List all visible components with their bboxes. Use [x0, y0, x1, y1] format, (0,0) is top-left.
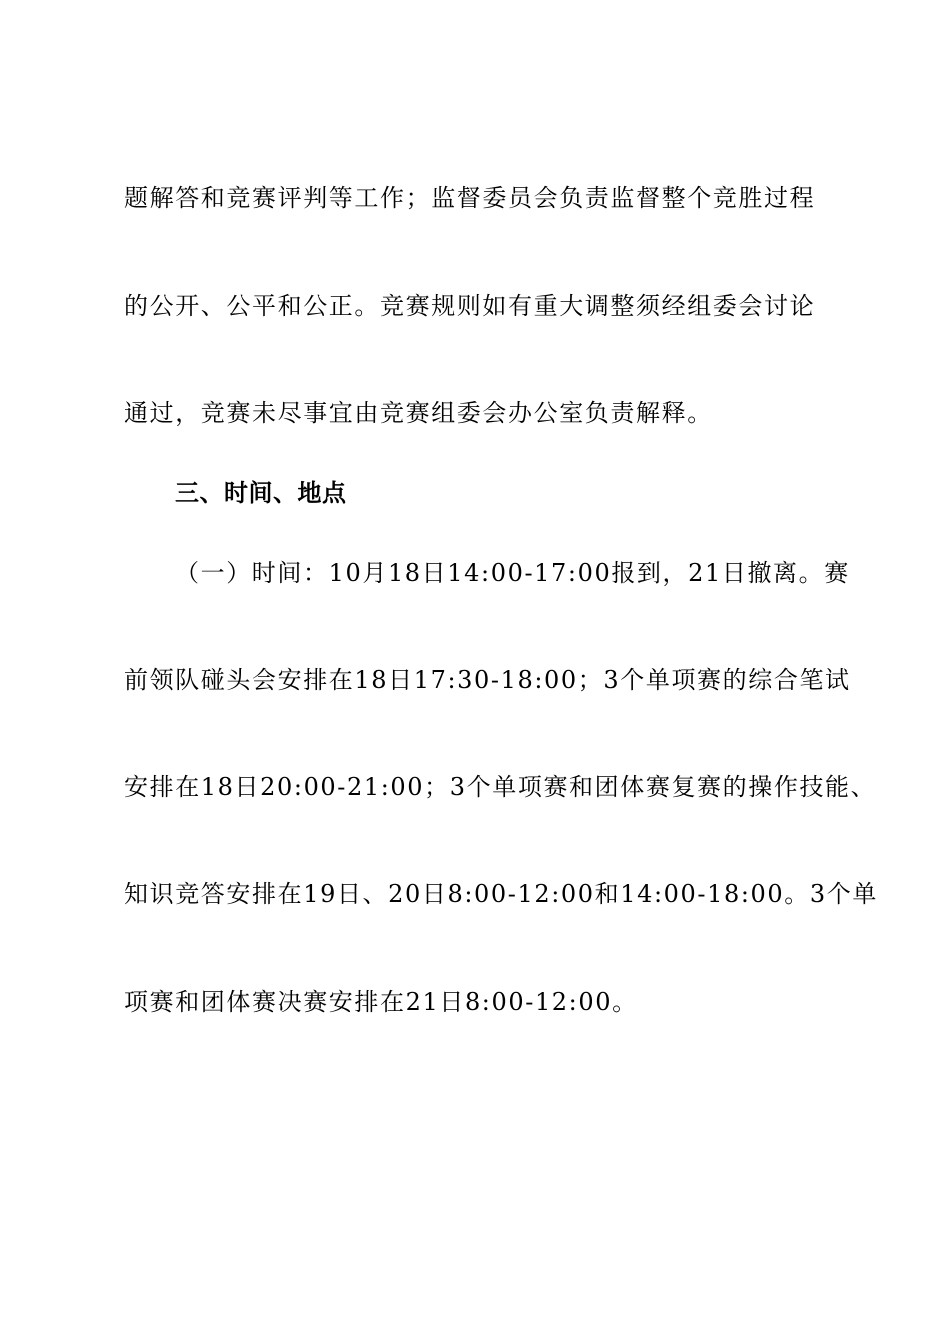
paragraph-line: 安排在18日20:00-21:00；3个单项赛和团体赛复赛的操作技能、	[124, 773, 877, 801]
paragraph-line: 的公开、公平和公正。竞赛规则如有重大调整须经组委会讨论	[124, 292, 816, 320]
paragraph-line: （一）时间：10月18日14:00-17:00报到，21日撤离。赛	[175, 559, 850, 587]
section-heading: 三、时间、地点	[175, 479, 347, 507]
paragraph-line: 前领队碰头会安排在18日17:30-18:00；3个单项赛的综合笔试	[124, 666, 851, 694]
paragraph-line: 知识竞答安排在19日、20日8:00-12:00和14:00-18:00。3个单	[124, 880, 878, 908]
paragraph-line: 通过，竞赛未尽事宜由竞赛组委会办公室负责解释。	[124, 399, 713, 427]
paragraph-line: 题解答和竞赛评判等工作；监督委员会负责监督整个竞胜过程	[124, 184, 816, 212]
paragraph-line: 项赛和团体赛决赛安排在21日8:00-12:00。	[124, 988, 638, 1016]
